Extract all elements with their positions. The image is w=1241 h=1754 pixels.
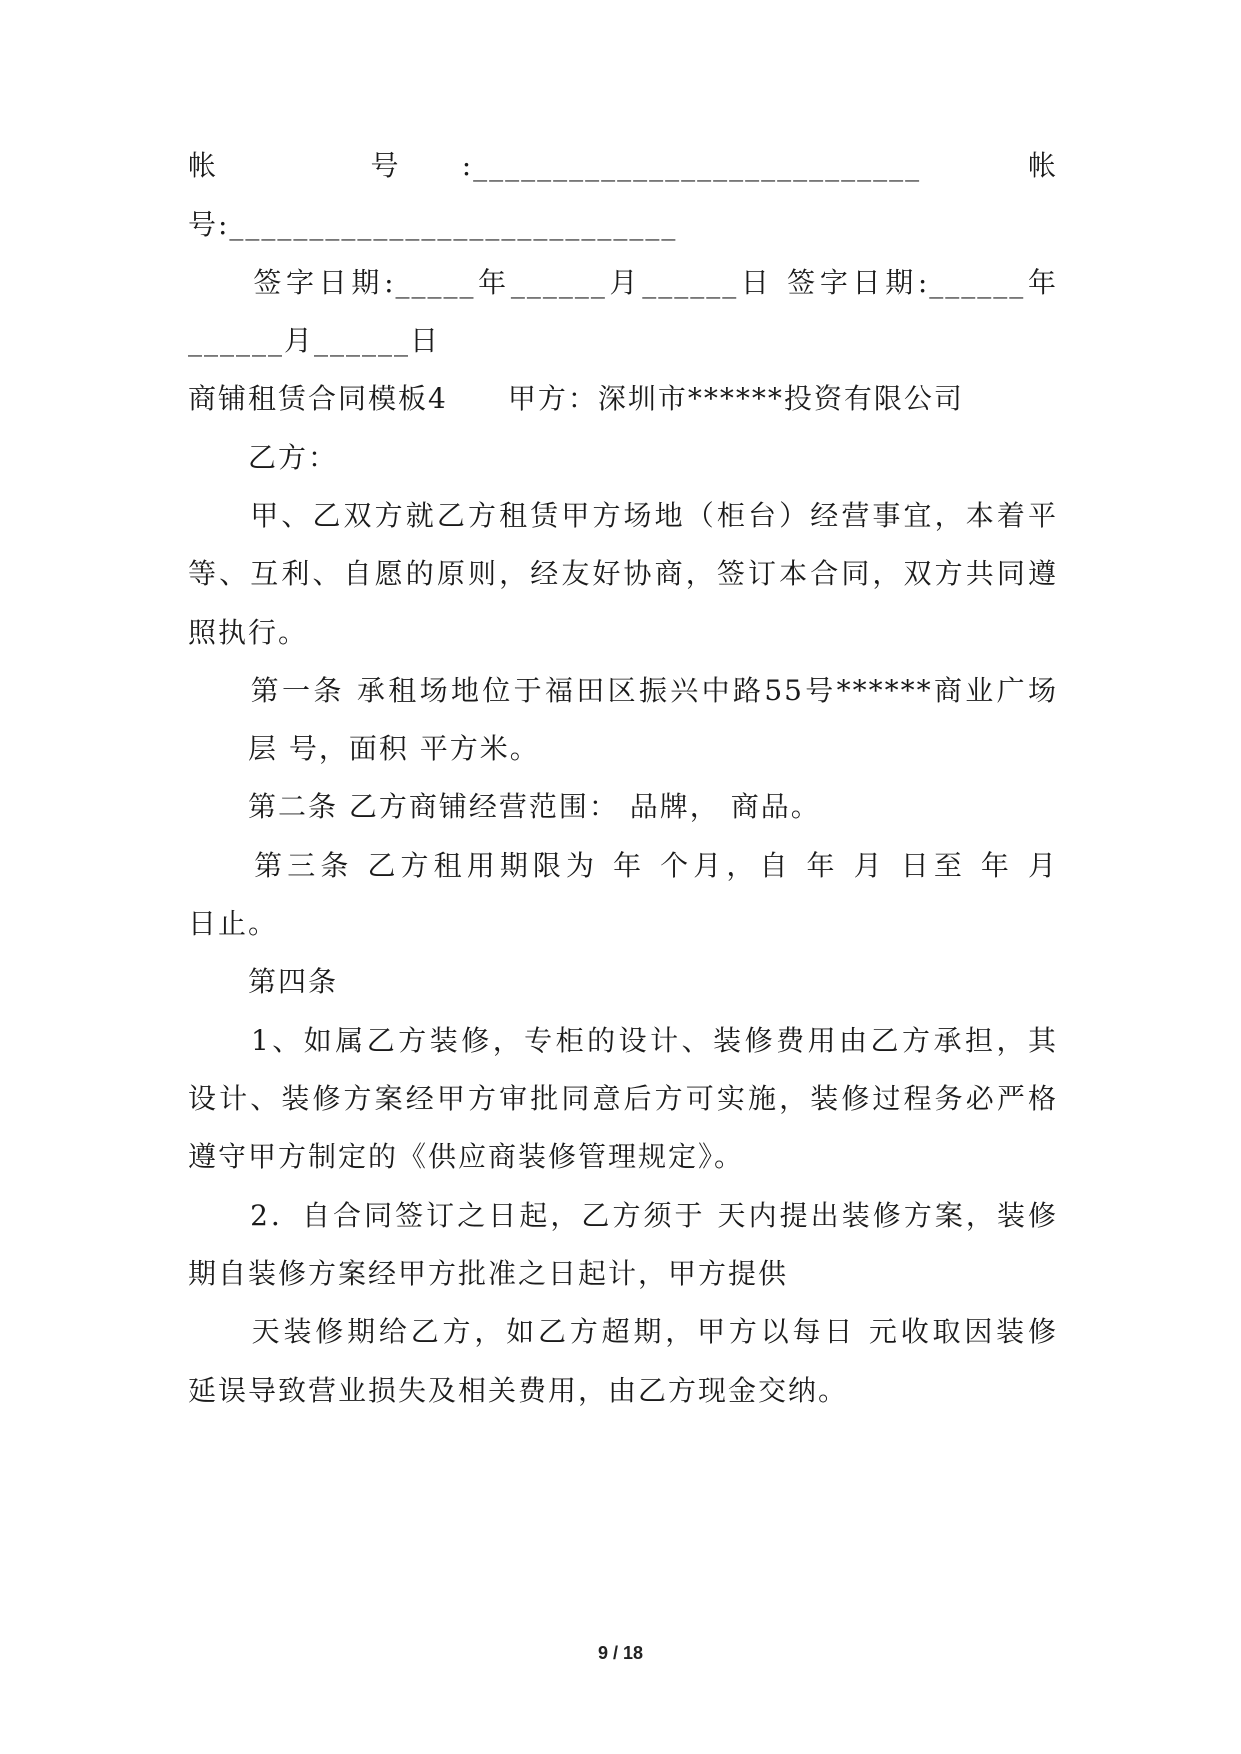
article-3-line-1: 第三条 乙方租用期限为 年 个月，自 年 月 日至 年 月 — [188, 849, 1058, 882]
page-number: 9 / 18 — [597, 1643, 644, 1663]
article-4-item-2-line-2: 期自装修方案经甲方批准之日起计，甲方提供 — [188, 1257, 789, 1290]
contract-template-heading: 商铺租赁合同模板4 甲方：深圳市******投资有限公司 — [188, 382, 964, 415]
article-4-item-1-line-1: 1、如属乙方装修，专柜的设计、装修费用由乙方承担，其 — [188, 1024, 1058, 1057]
article-4-item-1-line-3: 遵守甲方制定的《供应商装修管理规定》。 — [188, 1140, 745, 1173]
article-4-item-1-line-2: 设计、装修方案经甲方审批同意后方可实施，装修过程务必严格 — [188, 1082, 1058, 1115]
article-3-line-2: 日止。 — [188, 907, 279, 940]
signature-date-line: 签字日期:_____年______月______日 签字日期:______年 — [188, 266, 1058, 299]
signature-date-line-continued: ______月______日 — [188, 324, 441, 357]
account-line: 帐 号 :____________________________ 帐 — [188, 149, 1058, 182]
article-1-line-2: 层 号，面积 平方米。 — [188, 732, 540, 765]
article-4-heading: 第四条 — [188, 965, 339, 998]
article-4-item-2-line-4: 延误导致营业损失及相关费用，由乙方现金交纳。 — [188, 1374, 849, 1407]
article-2-line: 第二条 乙方商铺经营范围： 品牌， 商品。 — [188, 790, 821, 823]
preamble-line-1: 甲、乙双方就乙方租赁甲方场地（柜台）经营事宜，本着平 — [188, 499, 1058, 532]
party-b-line: 乙方： — [188, 441, 339, 474]
article-4-item-2-line-1: 2．自合同签订之日起，乙方须于 天内提出装修方案，装修 — [188, 1199, 1058, 1232]
preamble-line-2: 等、互利、自愿的原则，经友好协商，签订本合同，双方共同遵 — [188, 557, 1058, 590]
account-line-continued: 号:____________________________ — [188, 208, 678, 241]
article-1-line-1: 第一条 承租场地位于福田区振兴中路55号******商业广场 — [188, 674, 1058, 707]
article-4-item-2-line-3: 天装修期给乙方，如乙方超期，甲方以每日 元收取因装修 — [188, 1315, 1058, 1348]
preamble-line-3: 照执行。 — [188, 616, 309, 649]
